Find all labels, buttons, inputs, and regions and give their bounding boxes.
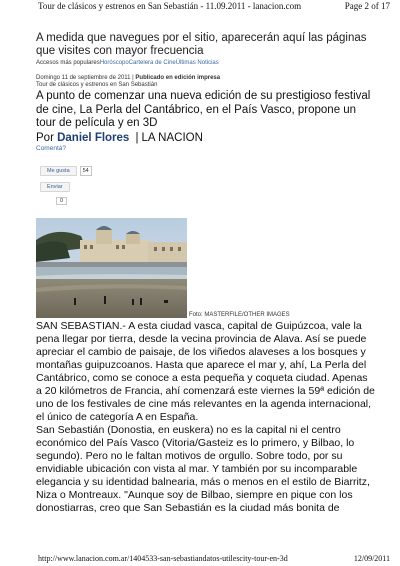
like-row <box>40 166 376 176</box>
comment-link[interactable]: Comentá? <box>36 144 66 152</box>
print-footer <box>38 554 390 566</box>
article-photo-block <box>36 218 376 318</box>
article-section: Tour de clásicos y estrenos en San Sebastián <box>36 82 158 88</box>
article-paragraph: SAN SEBASTIAN.- A esta ciudad vasca, capital de Guipúzcoa, vale la pena llegar por tierra, desde la vecina provincia de Alava. Así se puede apreciar el cambio de paisaje, de los viñedos alaveses a los bosques y montañas guipuzcoanos. Hasta que aparece el mar y, ahí, La Perla del Cantábrico, como se conoce a esta pequeña y coqueta ciudad. Apenas a 20 kilómetros de Francia, ahí comenzará este viernes la 59ª edición de uno de los festivales de cine más relevantes en la agenda internacional, el único de categoría A en España. <box>36 319 375 423</box>
article-edition: Publicado en edición impresa <box>135 75 221 81</box>
article-date: Domingo 11 de septiembre de 2011 <box>36 75 131 81</box>
article-outlet: LA NACION <box>141 131 203 144</box>
like-count: 54 <box>80 166 92 176</box>
byline-prefix: Por <box>36 131 54 144</box>
print-page-title: Tour de clásicos y estrenos en San Sebastián - 11.09.2011 - lanacion.com <box>38 1 302 11</box>
link-cartelera-de-cine[interactable]: Cartelera de Cine <box>128 60 176 66</box>
social-widgets <box>40 166 376 205</box>
send-button[interactable]: Enviar <box>40 182 70 192</box>
print-page-number: Page 2 of 17 <box>344 1 390 11</box>
print-page-url: http://www.lanacion.com.ar/1404533-san-sebastiandatos-utilescity-tour-en-3d <box>38 554 288 563</box>
print-date: 12/09/2011 <box>353 554 390 563</box>
photo-credit: Foto: MASTERFILE/OTHER IMAGES <box>189 311 290 318</box>
article-photo <box>36 218 187 318</box>
link-ultimas-noticias[interactable]: Últimas Noticias <box>175 60 219 66</box>
like-button[interactable]: Me gusta <box>40 166 77 176</box>
article-paragraph: San Sebastián (Donostia, en euskera) no es la capital ni el centro económico del País Vasco (Vitoria/Gasteiz es lo primero, y Bilbao, lo segundo). Pero no le faltan motivos de orgullo. Sobre todo, por su envidiable ubicación con vista al mar. Y también por su incomparable elegancia y su identidad balnearia, más o menos en el estilo de Biarritz, Niza o Montreaux. "Aunque soy de Bilbao, siempre en pique con los donostiarras, creo que San Sebastián es la ciudad más bonita de <box>36 423 370 514</box>
article-content <box>36 32 376 515</box>
article-headline: A punto de comenzar una nueva edición de su prestigioso festival de cine, La Perla del Cantábrico, en el País Vasco, propone un tour de película y en 3D <box>36 90 371 129</box>
article-byline <box>36 132 376 145</box>
send-row <box>40 182 376 192</box>
popular-sections-label: Accesos más populares <box>36 60 100 66</box>
frequent-pages-notice: A medida que navegues por el sitio, aparecerán aquí las páginas que visites con mayor frecuencia <box>36 32 367 57</box>
san-sebastian-beach-photo <box>36 218 187 318</box>
print-header <box>38 0 390 12</box>
byline-separator: | <box>135 131 139 144</box>
author-link[interactable]: Daniel Flores <box>57 131 130 144</box>
link-horoscopo[interactable]: Horóscopo <box>99 60 129 66</box>
share-count: 0 <box>56 197 67 205</box>
article-date-line: Domingo 11 de septiembre de 2011 | Publicado en edición impresa <box>36 75 221 81</box>
article-body <box>36 320 376 515</box>
popular-sections-bar <box>36 60 376 66</box>
